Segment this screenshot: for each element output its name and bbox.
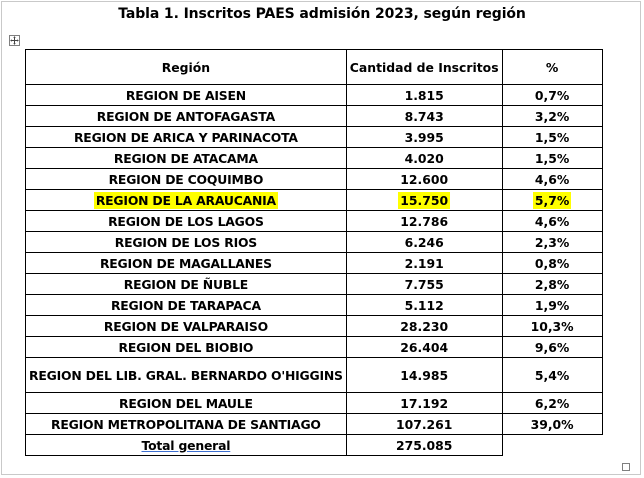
region-cell: REGION DEL BIOBIO	[26, 337, 347, 358]
region-cell: REGION DE TARAPACA	[26, 295, 347, 316]
table-row	[26, 414, 603, 435]
table-row	[26, 232, 603, 253]
region-cell: REGION DE VALPARAISO	[26, 316, 347, 337]
highlighted-text: REGION DE LA ARAUCANIA	[95, 192, 276, 208]
percent-cell: 2,8%	[502, 274, 602, 295]
percent-cell: 2,3%	[502, 232, 602, 253]
count-cell: 26.404	[346, 337, 502, 358]
count-cell: 5.112	[346, 295, 502, 316]
count-cell: 2.191	[346, 253, 502, 274]
header-percent: %	[502, 50, 602, 85]
table-row	[26, 106, 603, 127]
region-cell: REGION DE LOS RIOS	[26, 232, 347, 253]
empty-cell	[502, 435, 602, 456]
table-row	[26, 169, 603, 190]
count-cell: 7.755	[346, 274, 502, 295]
table-title: Tabla 1. Inscritos PAES admisión 2023, según región	[118, 6, 526, 22]
percent-cell: 4,6%	[502, 169, 602, 190]
percent-cell: 6,2%	[502, 393, 602, 414]
header-row	[26, 50, 603, 85]
resize-handle-icon[interactable]	[622, 463, 630, 471]
count-cell: 17.192	[346, 393, 502, 414]
percent-cell: 0,7%	[502, 85, 602, 106]
table-row	[26, 253, 603, 274]
table-row	[26, 295, 603, 316]
percent-cell: 4,6%	[502, 211, 602, 232]
count-cell: 8.743	[346, 106, 502, 127]
count-cell	[346, 190, 502, 211]
header-region: Región	[26, 50, 347, 85]
count-cell: 107.261	[346, 414, 502, 435]
region-cell: REGION DE ATACAMA	[26, 148, 347, 169]
region-cell: REGION DE COQUIMBO	[26, 169, 347, 190]
region-cell: REGION DE ANTOFAGASTA	[26, 106, 347, 127]
highlighted-text: 15.750	[400, 192, 449, 208]
percent-cell: 1,5%	[502, 148, 602, 169]
table-row	[26, 85, 603, 106]
total-label: Total general	[141, 437, 231, 453]
region-cell: REGION DE MAGALLANES	[26, 253, 347, 274]
total-label-cell	[26, 435, 347, 456]
count-cell: 28.230	[346, 316, 502, 337]
table-row-highlighted	[26, 190, 603, 211]
region-cell: REGION DE ARICA Y PARINACOTA	[26, 127, 347, 148]
region-cell: REGION METROPOLITANA DE SANTIAGO	[26, 414, 347, 435]
region-cell: REGION DEL MAULE	[26, 393, 347, 414]
total-count-cell: 275.085	[346, 435, 502, 456]
table-row	[26, 148, 603, 169]
region-cell: REGION DE ÑUBLE	[26, 274, 347, 295]
percent-cell: 0,8%	[502, 253, 602, 274]
table-row	[26, 316, 603, 337]
percent-cell: 3,2%	[502, 106, 602, 127]
percent-cell: 5,4%	[502, 358, 602, 393]
table-row	[26, 358, 603, 393]
count-cell: 14.985	[346, 358, 502, 393]
percent-cell: 1,9%	[502, 295, 602, 316]
percent-cell: 1,5%	[502, 127, 602, 148]
count-cell: 6.246	[346, 232, 502, 253]
table-row	[26, 211, 603, 232]
count-cell: 12.786	[346, 211, 502, 232]
count-cell: 12.600	[346, 169, 502, 190]
count-cell: 3.995	[346, 127, 502, 148]
count-cell: 4.020	[346, 148, 502, 169]
percent-cell	[502, 190, 602, 211]
region-cell: REGION DEL LIB. GRAL. BERNARDO O'HIGGINS	[26, 358, 347, 393]
table-row	[26, 274, 603, 295]
highlighted-text: 5,7%	[534, 192, 570, 208]
move-icon[interactable]	[9, 35, 20, 46]
header-count: Cantidad de Inscritos	[346, 50, 502, 85]
region-cell: REGION DE LOS LAGOS	[26, 211, 347, 232]
region-cell: REGION DE AISEN	[26, 85, 347, 106]
table-row	[26, 337, 603, 358]
count-cell: 1.815	[346, 85, 502, 106]
table-row	[26, 127, 603, 148]
region-cell	[26, 190, 347, 211]
percent-cell: 39,0%	[502, 414, 602, 435]
percent-cell: 9,6%	[502, 337, 602, 358]
total-row	[26, 435, 603, 456]
percent-cell: 10,3%	[502, 316, 602, 337]
region-table	[25, 49, 603, 456]
table-row	[26, 393, 603, 414]
